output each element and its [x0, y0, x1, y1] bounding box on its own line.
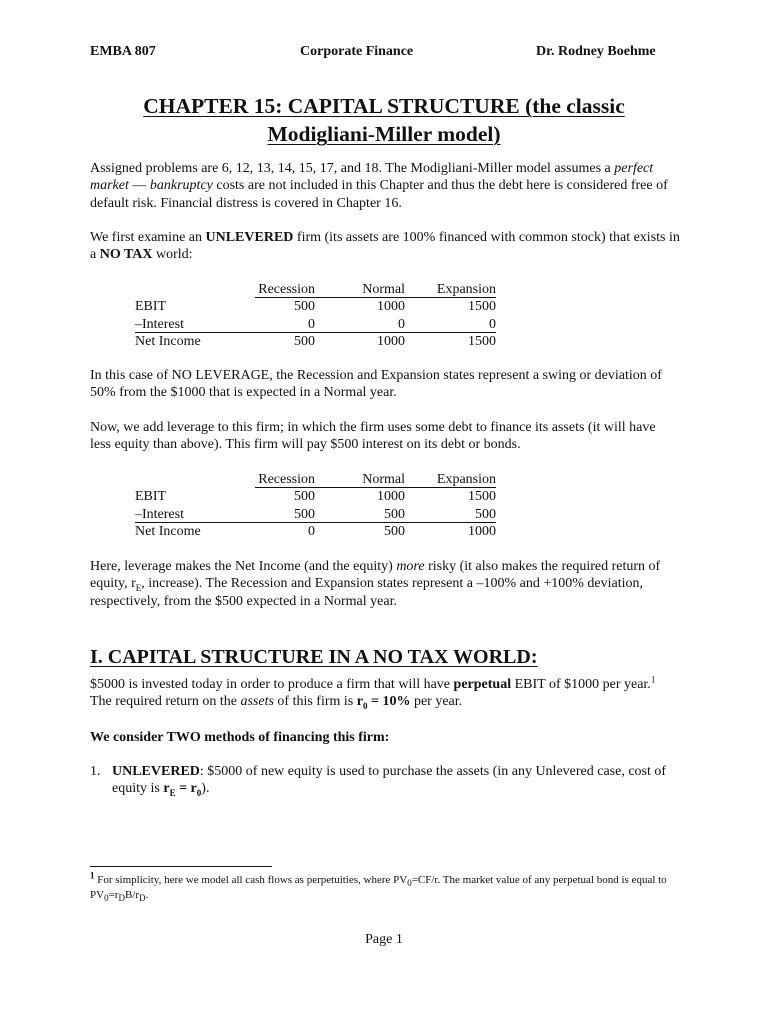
- row-label: EBIT: [135, 489, 167, 505]
- col-header: Normal: [362, 282, 405, 297]
- risky-paragraph: Here, leverage makes the Net Income (and the equity) more risky (it also makes the required return of equity, $r_E$, increase). The Recession and Expansion states represent a –100% and +100% deviation, respectively, from the $500 expected in a Normal year.: [90, 559, 661, 609]
- cell: 500: [384, 506, 405, 522]
- unlevered-paragraph: We first examine an UNLEVERED firm (its assets are 100% financed with common stock) that exists in a NO TAX world:: [90, 230, 680, 263]
- col-header: Expansion: [436, 282, 496, 297]
- footnote-rule: [90, 866, 272, 867]
- table-header-row: [90, 471, 510, 488]
- row-label: Net Income: [135, 524, 201, 540]
- cell: 500: [475, 506, 496, 522]
- table-row: [90, 488, 510, 505]
- invest-paragraph: $5000 is invested today in order to produce a firm that will have perpetual EBIT of $1000 per year.$^1$ The required return on the assets of this firm is $r_0 = 10\%$ per year.: [90, 674, 656, 712]
- cell: 500: [294, 334, 315, 350]
- page-number: Page 1: [365, 932, 403, 947]
- cell: 0: [308, 316, 315, 332]
- cell: 500: [294, 299, 315, 315]
- cell: 0: [489, 316, 496, 332]
- col-header: Recession: [258, 282, 315, 297]
- cell: 1500: [468, 489, 496, 505]
- footnote: $^1$ For simplicity, here we model all cash flows as perpetuities, where $PV_0=CF/r$. The market value of any perpetual bond is equal to $PV_0=r_DB/r_D$.: [90, 870, 667, 904]
- list-item-text: UNLEVERED: $5000 of new equity is used to purchase the assets (in any Unlevered case, cost of equity is $r_E = r_0$).: [112, 764, 667, 799]
- cell: 0: [308, 524, 315, 540]
- cell: 1500: [468, 334, 496, 350]
- cell: 0: [398, 316, 405, 332]
- table-row: [90, 298, 510, 315]
- cell: 1000: [377, 299, 405, 315]
- header-subject: Corporate Finance: [300, 44, 414, 59]
- cell: 1500: [468, 299, 496, 315]
- header-course: EMBA 807: [90, 44, 156, 59]
- row-label: –Interest: [135, 316, 184, 332]
- table-row: [90, 523, 510, 540]
- page-title: [90, 92, 678, 148]
- cell: 500: [294, 489, 315, 505]
- list-number: 1.: [90, 764, 101, 779]
- title-line-1: CHAPTER 15: CAPITAL STRUCTURE (the classic: [143, 94, 625, 118]
- cell: 1000: [377, 489, 405, 505]
- no-leverage-paragraph: In this case of NO LEVERAGE, the Recession and Expansion states represent a swing or deviation of 50% from the $1000 that is expected in a Normal year.: [90, 368, 662, 401]
- table-row: [90, 333, 510, 350]
- cell: 500: [384, 524, 405, 540]
- row-label: Net Income: [135, 334, 201, 350]
- header-author: Dr. Rodney Boehme: [536, 44, 656, 59]
- intro-paragraph: Assigned problems are 6, 12, 13, 14, 15, 17, and 18. The Modigliani-Miller model assumes a perfect market — bankruptcy costs are not included in this Chapter and thus the debt here is considered free of default risk. Financial distress is covered in Chapter 16.: [90, 161, 668, 211]
- title-line-2: Modigliani-Miller model): [267, 122, 501, 146]
- row-label: EBIT: [135, 299, 167, 315]
- section-heading: I. CAPITAL STRUCTURE IN A NO TAX WORLD:: [90, 646, 538, 668]
- table-header-row: [90, 281, 510, 298]
- table-with-leverage: [90, 471, 510, 551]
- add-leverage-paragraph: Now, we add leverage to this firm; in which the firm uses some debt to finance its assets (it will have less equity than above). This firm will pay $500 interest on its debt or bonds.: [90, 420, 656, 453]
- table-no-leverage: [90, 281, 510, 361]
- cell: 1000: [377, 334, 405, 350]
- col-header: Recession: [258, 472, 315, 487]
- row-label: –Interest: [135, 506, 184, 522]
- cell: 500: [294, 506, 315, 522]
- methods-heading: We consider TWO methods of financing this firm:: [90, 730, 390, 745]
- col-header: Expansion: [436, 472, 496, 487]
- col-header: Normal: [362, 472, 405, 487]
- cell: 1000: [468, 524, 496, 540]
